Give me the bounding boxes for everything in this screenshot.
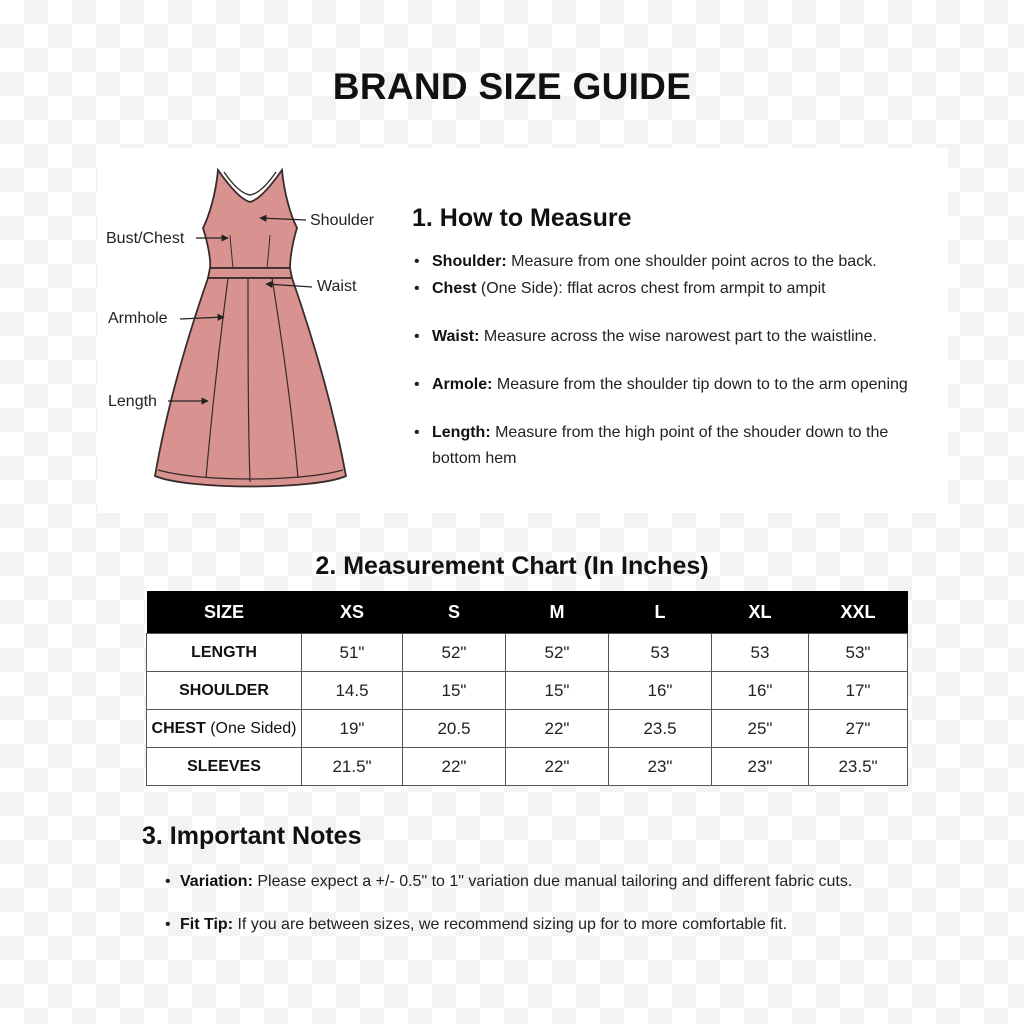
table-cell: 22" xyxy=(506,748,609,786)
measurement-table xyxy=(146,591,908,786)
label-bust: Bust/Chest xyxy=(106,230,185,247)
table-cell: 25" xyxy=(712,710,809,748)
table-cell: 27" xyxy=(809,710,908,748)
table-cell: 20.5 xyxy=(403,710,506,748)
header-cell: XXL xyxy=(809,591,908,634)
table-row xyxy=(147,672,908,710)
measure-item-armhole: • Armole: Measure from the shoulder tip down to to the arm opening xyxy=(414,372,932,398)
label-armhole: Armhole xyxy=(108,310,168,327)
dress-skirt xyxy=(155,278,346,487)
table-row xyxy=(147,710,908,748)
table-cell: 53" xyxy=(809,634,908,672)
label-waist: Waist xyxy=(317,278,357,295)
header-cell: XL xyxy=(712,591,809,634)
table-cell: 52" xyxy=(506,634,609,672)
row-label: CHEST (One Sided) xyxy=(147,710,302,748)
important-notes-heading: 3. Important Notes xyxy=(142,822,362,850)
table-cell: 23" xyxy=(712,748,809,786)
table-cell: 53 xyxy=(609,634,712,672)
table-cell: 16" xyxy=(609,672,712,710)
note-fit-tip: • Fit Tip: If you are between sizes, we recommend sizing up for to more comfortable fit. xyxy=(165,916,960,934)
row-label: SLEEVES xyxy=(147,748,302,786)
table-cell: 16" xyxy=(712,672,809,710)
table-cell: 15" xyxy=(403,672,506,710)
header-cell: XS xyxy=(302,591,403,634)
table-cell: 22" xyxy=(506,710,609,748)
table-cell: 22" xyxy=(403,748,506,786)
measure-item-chest: • Chest (One Side): fflat acros chest from armpit to ampit xyxy=(414,276,932,302)
measure-item-shoulder: • Shoulder: Measure from one shoulder point acros to the back. xyxy=(414,249,932,275)
label-length: Length xyxy=(108,393,157,410)
table-cell: 23" xyxy=(609,748,712,786)
table-row xyxy=(147,748,908,786)
table-cell: 19" xyxy=(302,710,403,748)
table-cell: 17" xyxy=(809,672,908,710)
header-cell: SIZE xyxy=(147,591,302,634)
table-header-row xyxy=(147,591,908,634)
note-variation: • Variation: Please expect a +/- 0.5" to 1" variation due manual tailoring and different fabric cuts. xyxy=(165,873,960,891)
row-label: LENGTH xyxy=(147,634,302,672)
header-cell: L xyxy=(609,591,712,634)
table-row xyxy=(147,634,908,672)
row-label: SHOULDER xyxy=(147,672,302,710)
table-cell: 14.5 xyxy=(302,672,403,710)
table-cell: 15" xyxy=(506,672,609,710)
header-cell: M xyxy=(506,591,609,634)
table-cell: 52" xyxy=(403,634,506,672)
dress-waistband xyxy=(208,268,292,278)
header-cell: S xyxy=(403,591,506,634)
table-cell: 23.5" xyxy=(809,748,908,786)
table-cell: 51" xyxy=(302,634,403,672)
measure-item-length: • Length: Measure from the high point of the shouder down to the bottom hem xyxy=(414,420,912,472)
how-to-measure-heading: 1. How to Measure xyxy=(412,204,632,232)
table-cell: 21.5" xyxy=(302,748,403,786)
page-title: BRAND SIZE GUIDE xyxy=(332,66,692,107)
measure-item-waist: • Waist: Measure across the wise narowest part to the waistline. xyxy=(414,324,932,350)
measurement-chart-heading: 2. Measurement Chart (In Inches) xyxy=(315,552,709,580)
table-cell: 53 xyxy=(712,634,809,672)
dress-diagram xyxy=(100,160,400,500)
table-cell: 23.5 xyxy=(609,710,712,748)
label-shoulder: Shoulder xyxy=(310,212,375,229)
